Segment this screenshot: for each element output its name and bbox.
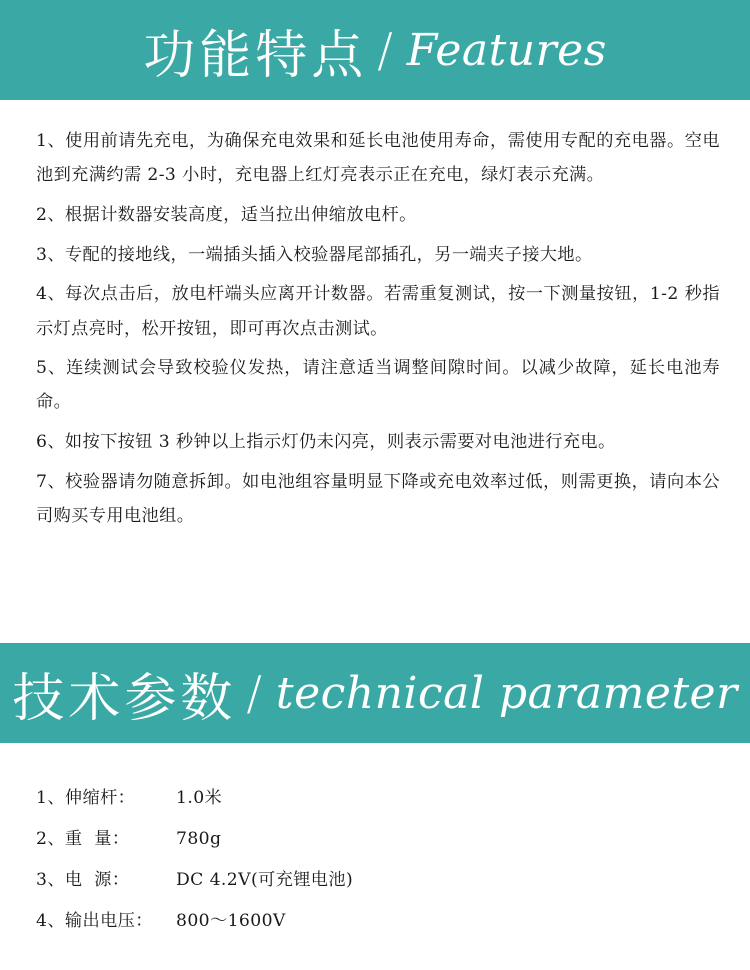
param-label: 2、重 量： (36, 829, 130, 849)
param-value: DC 4.2V(可充锂电池) (176, 870, 354, 890)
param-label: 1、伸缩杆： (36, 788, 136, 808)
features-header-banner (0, 0, 750, 100)
params-title-en: technical parameter (275, 667, 738, 719)
feature-item-7: 7、校验器请勿随意拆卸。如电池组容量明显下降或充电效率过低，则需更换，请向本公司购买专用电池组。 (36, 471, 720, 527)
param-value: 800～1600V (176, 911, 286, 931)
param-label: 3、电 源： (36, 870, 130, 890)
params-title-separator: / (246, 666, 262, 720)
feature-item-3: 3、专配的接地线，一端插头插入校验器尾部插孔，另一端夹子接大地。 (36, 244, 593, 265)
params-header-banner (0, 643, 750, 743)
param-label: 4、输出电压： (36, 911, 153, 931)
features-list (36, 124, 720, 539)
param-value: 1.0米 (176, 788, 223, 808)
param-row-length (36, 778, 720, 819)
features-title-zh: 功能特点 (143, 25, 368, 86)
param-value: 780g (176, 829, 222, 849)
feature-item-2: 2、根据计数器安装高度，适当拉出伸缩放电杆。 (36, 204, 417, 225)
param-row-weight (36, 819, 720, 860)
features-title-en: Features (406, 24, 607, 76)
feature-item-6: 6、如按下按钮 3 秒钟以上指示灯仍未闪亮，则表示需要对电池进行充电。 (36, 432, 616, 453)
features-title-separator: / (377, 23, 393, 77)
feature-item-4: 4、每次点击后，放电杆端头应离开计数器。若需重复测试，按一下测量按钮，1-2 秒指示灯点亮时，松开按钮，即可再次点击测试。 (36, 284, 720, 339)
params-list (36, 778, 720, 942)
feature-item-5: 5、连续测试会导致校验仪发热，请注意适当调整间隙时间。以减少故障，延长电池寿命。 (36, 358, 720, 413)
param-row-power (36, 860, 720, 901)
feature-item-1: 1、使用前请先充电，为确保充电效果和延长电池使用寿命，需使用专配的充电器。空电池到充满约需 2-3 小时，充电器上红灯亮表示正在充电，绿灯表示充满。 (36, 131, 720, 186)
params-title-zh: 技术参数 (12, 668, 237, 729)
param-row-output-voltage (36, 901, 720, 942)
